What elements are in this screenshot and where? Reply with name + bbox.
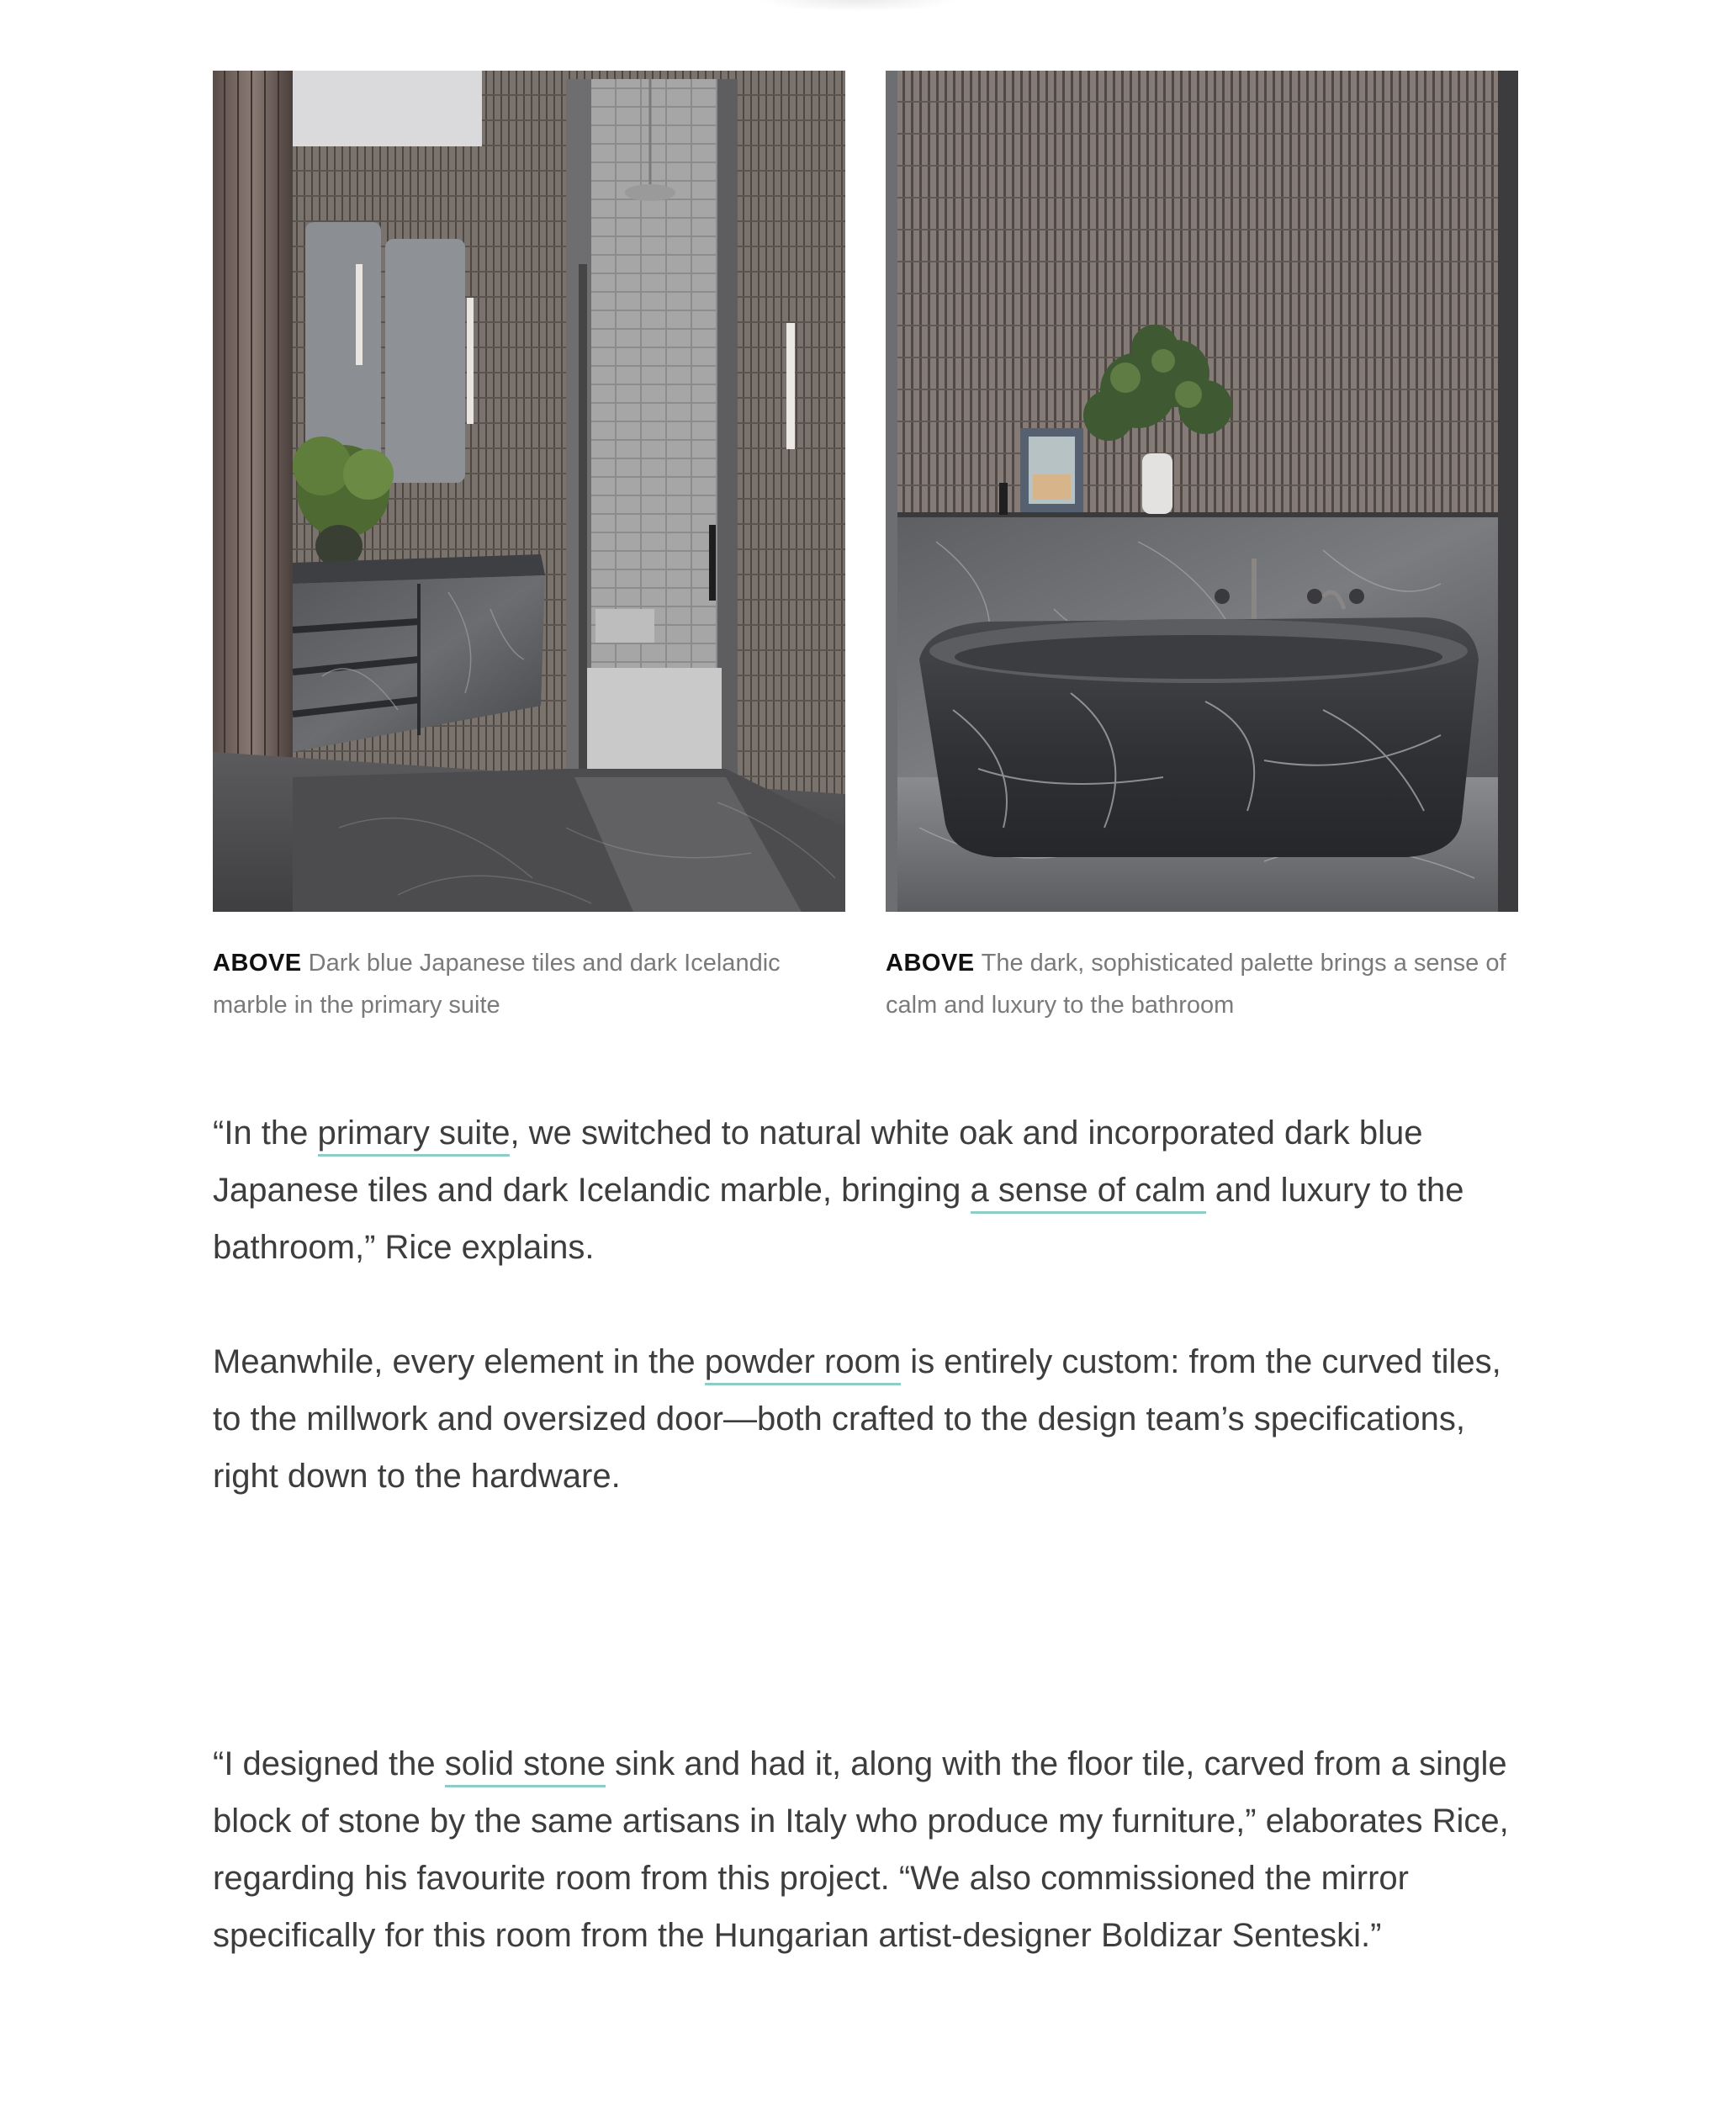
paragraph-text: “In the (213, 1115, 318, 1152)
photo-stone-bathtub (886, 71, 1518, 912)
caption-tag: ABOVE (886, 950, 975, 977)
paragraph-text: Meanwhile, every element in the (213, 1343, 705, 1380)
paragraph-text: , we switched to natural white oak and incorporated dark blue Japanese tiles and dark Icelandic marble, bringing (213, 1115, 1423, 1209)
caption-primary-suite (213, 942, 845, 1026)
paragraph-text: “I designed the (213, 1745, 445, 1782)
caption-text: The dark, sophisticated palette brings a sense of calm and luxury to the bathroom (886, 950, 1506, 1019)
paragraph-text: and luxury to the bathroom,” Rice explains. (213, 1172, 1464, 1266)
link-powder-room[interactable]: powder room (705, 1343, 901, 1385)
caption-text: Dark blue Japanese tiles and dark Icelandic marble in the primary suite (213, 950, 781, 1019)
top-fade-shadow (757, 0, 959, 12)
paragraph-text: is entirely custom: from the curved tiles, to the millwork and oversized door—both crafted to the design team’s specifications, right down to the hardware. (213, 1343, 1501, 1495)
link-solid-stone[interactable]: solid stone (445, 1745, 606, 1787)
paragraph-primary-suite (213, 1104, 1525, 1276)
caption-bathtub (886, 942, 1518, 1026)
caption-tag: ABOVE (213, 950, 302, 977)
paragraph-solid-stone (213, 1735, 1525, 1964)
photo-row (213, 71, 1518, 912)
link-sense-of-calm[interactable]: a sense of calm (971, 1172, 1206, 1214)
photo-primary-suite (213, 71, 845, 912)
paragraph-powder-room (213, 1333, 1525, 1505)
paragraph-text: sink and had it, along with the floor tile, carved from a single block of stone by the same artisans in Italy who produce my furniture,” elaborates Rice, regarding his favourite room from this project. “We also commissioned the mirror specifically for this room from the Hungarian artist-designer Boldizar Senteski.” (213, 1745, 1509, 1954)
link-primary-suite[interactable]: primary suite (318, 1115, 511, 1157)
